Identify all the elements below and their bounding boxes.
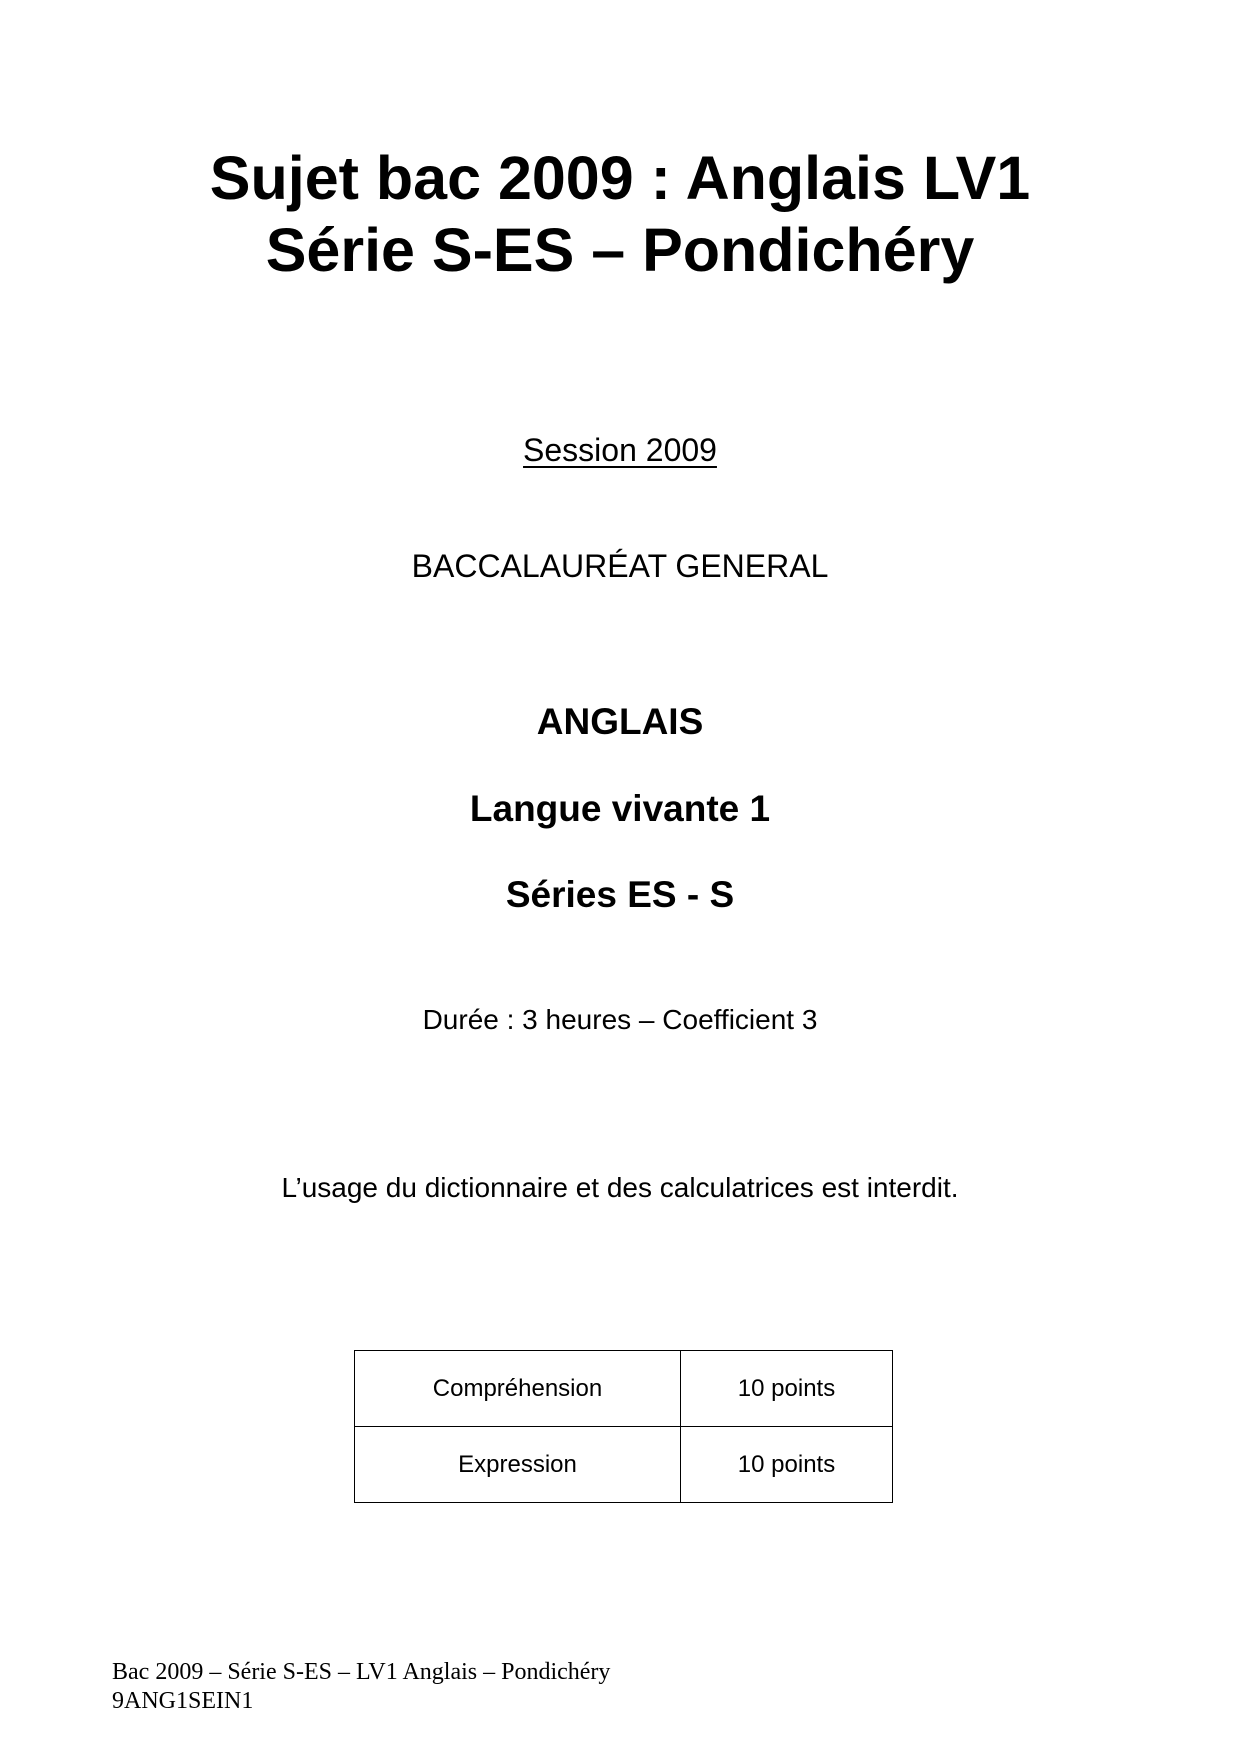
page-footer	[112, 1658, 610, 1716]
grading-points-cell: 10 points	[681, 1427, 893, 1503]
duration-coefficient: Durée : 3 heures – Coefficient 3	[422, 1004, 818, 1035]
grading-table	[354, 1350, 893, 1503]
page-title	[0, 142, 1240, 286]
session-label: Session 2009	[523, 432, 717, 468]
title-line-2: Série S-ES – Pondichéry	[265, 216, 975, 284]
grading-part-cell: Expression	[355, 1427, 681, 1503]
usage-note: L’usage du dictionnaire et des calculatrices est interdit.	[281, 1172, 959, 1203]
language-level-heading: Langue vivante 1	[469, 788, 771, 829]
exam-name: BACCALAURÉAT GENERAL	[411, 548, 829, 584]
footer-line-1: Bac 2009 – Série S-ES – LV1 Anglais – Pondichéry	[112, 1659, 611, 1685]
subject-heading: ANGLAIS	[536, 701, 704, 742]
series-heading: Séries ES - S	[505, 874, 735, 915]
table-row	[355, 1351, 893, 1427]
title-line-1: Sujet bac 2009 : Anglais LV1	[209, 144, 1031, 212]
footer-code: 9ANG1SEIN1	[112, 1688, 254, 1714]
table-row	[355, 1427, 893, 1503]
grading-points-cell: 10 points	[681, 1351, 893, 1427]
grading-part-cell: Compréhension	[355, 1351, 681, 1427]
